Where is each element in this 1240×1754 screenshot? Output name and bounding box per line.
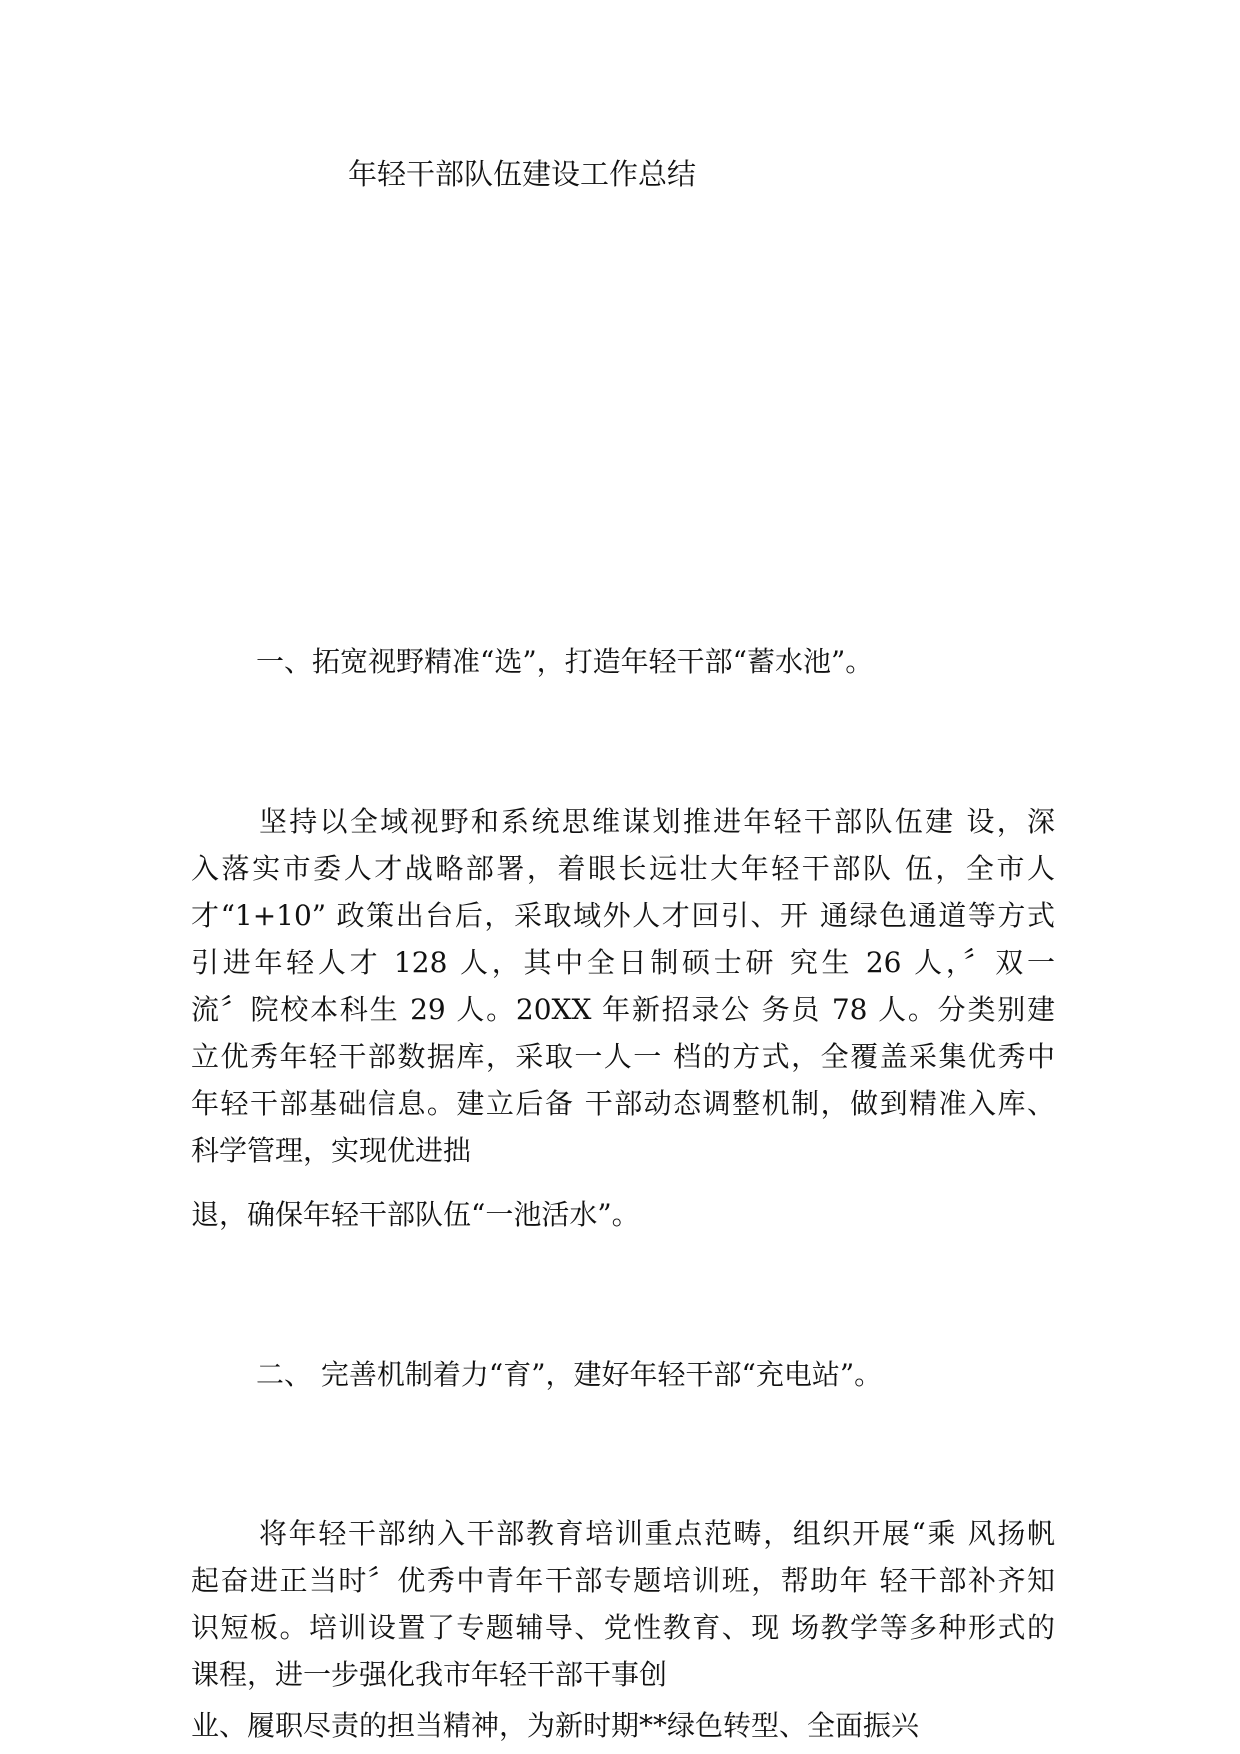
paragraph-line: 课程，进一步强化我市年轻干部干事创 — [191, 1658, 668, 1691]
paragraph-line: 年轻干部基础信息。建立后备 干部动态调整机制，做到精准入库、 — [191, 1087, 1055, 1120]
paragraph-line: 坚持以全域视野和系统思维谋划推进年轻干部队伍建 设，深 — [259, 805, 1055, 838]
paragraph-line: 流〞院校本科生 29 人。20XX 年新招录公 务员 78 人。分类别建 — [191, 993, 1055, 1026]
section-1-paragraph-tail — [191, 1191, 1055, 1238]
paragraph-line: 引进年轻人才 128 人，其中全日制硕士研 究生 26 人，〞双一 — [191, 946, 1055, 979]
document-title: 年轻干部队伍建设工作总结 — [348, 157, 697, 191]
paragraph-line: 才“1+10” 政策出台后，采取域外人才回引、开 通绿色通道等方式 — [191, 899, 1055, 932]
paragraph-line: 起奋进正当时〞优秀中青年干部专题培训班，帮助年 轻干部补齐知 — [191, 1564, 1055, 1597]
paragraph-line: 业、履职尽责的担当精神，为新时期**绿色转型、全面振兴 — [191, 1709, 920, 1742]
paragraph-line: 科学管理，实现优进拙 — [191, 1134, 472, 1167]
section-1-paragraph — [191, 798, 1055, 1174]
paragraph-line: 退，确保年轻干部队伍“一池活水”。 — [191, 1198, 640, 1231]
section-1-heading: 一、拓宽视野精准“选”，打造年轻干部“蓄水池”。 — [256, 645, 874, 678]
paragraph-line: 识短板。培训设置了专题辅导、党性教育、现 场教学等多种形式的 — [191, 1611, 1055, 1644]
paragraph-line: 立优秀年轻干部数据库，采取一人一 档的方式，全覆盖采集优秀中 — [191, 1040, 1055, 1073]
section-2-paragraph-tail — [191, 1702, 1055, 1749]
paragraph-line: 将年轻干部纳入干部教育培训重点范畴，组织开展“乘 风扬帆 — [259, 1517, 1055, 1550]
section-2-paragraph — [191, 1510, 1055, 1698]
paragraph-line: 入落实市委人才战略部署，着眼长远壮大年轻干部队 伍，全市人 — [191, 852, 1055, 885]
section-2-heading: 二、 完善机制着力“育”，建好年轻干部“充电站”。 — [256, 1358, 883, 1391]
